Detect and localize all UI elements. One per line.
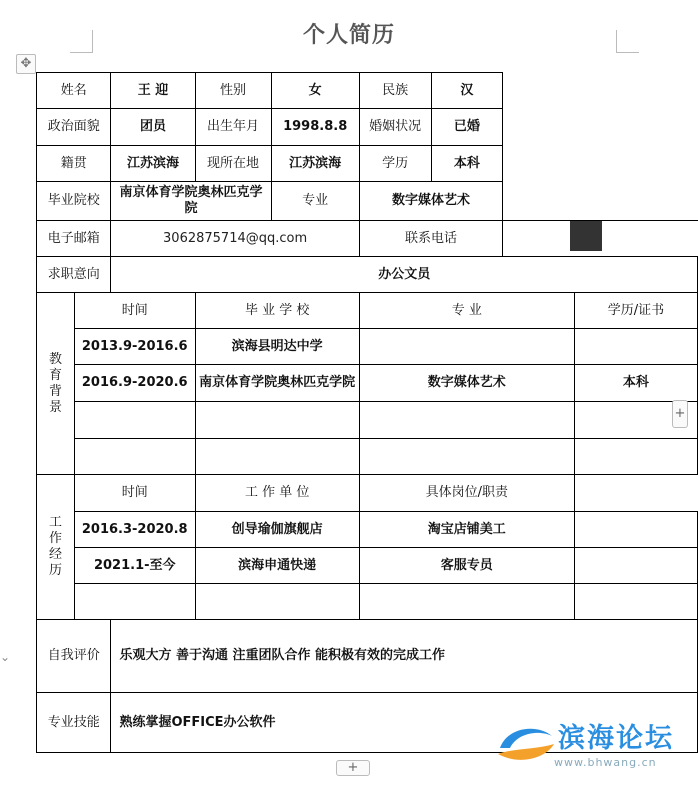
education-header-row	[37, 293, 698, 329]
work-cell[interactable]: 滨海申通快递	[195, 548, 359, 584]
edu-cell[interactable]	[359, 402, 574, 439]
table-row	[37, 365, 698, 402]
education-section-label	[37, 293, 75, 475]
name-label: 姓名	[37, 73, 111, 109]
self-eval-label: 自我评价	[37, 620, 111, 693]
major-value[interactable]: 数字媒体艺术	[359, 182, 503, 221]
degree-value[interactable]: 本科	[431, 146, 503, 182]
name-value[interactable]: 王 迎	[111, 73, 195, 109]
edu-header-school: 毕 业 学 校	[195, 293, 359, 329]
birth-label: 出生年月	[195, 109, 271, 146]
table-row	[37, 548, 698, 584]
watermark-logo-icon	[496, 718, 558, 768]
gender-value[interactable]: 女	[271, 73, 359, 109]
political-value[interactable]: 团员	[111, 109, 195, 146]
edu-cell[interactable]	[195, 439, 359, 475]
margin-corner-top-left	[70, 30, 93, 53]
work-header-row	[37, 475, 698, 512]
school-label: 毕业院校	[37, 182, 111, 221]
edu-cell[interactable]: 南京体育学院奥林匹克学院	[195, 365, 359, 402]
watermark-text: 滨海论坛	[558, 723, 674, 754]
work-cell[interactable]: 2021.1-至今	[74, 548, 195, 584]
photo-area	[503, 73, 698, 221]
edu-header-time: 时间	[74, 293, 195, 329]
residence-value[interactable]: 江苏滨海	[271, 146, 359, 182]
edu-header-degree: 学历/证书	[574, 293, 697, 329]
edu-cell[interactable]	[195, 402, 359, 439]
marital-label: 婚姻状况	[359, 109, 431, 146]
add-row-button[interactable]: +	[336, 760, 370, 776]
watermark	[496, 716, 686, 778]
edu-cell[interactable]	[74, 402, 195, 439]
self-eval-value[interactable]: 乐观大方 善于沟通 注重团队合作 能积极有效的完成工作	[111, 620, 698, 693]
edu-header-major: 专 业	[359, 293, 574, 329]
residence-label: 现所在地	[195, 146, 271, 182]
email-value[interactable]: 3062875714@qq.com	[111, 221, 359, 257]
native-label: 籍贯	[37, 146, 111, 182]
work-cell[interactable]: 创导瑜伽旗舰店	[195, 512, 359, 548]
work-cell[interactable]: 2016.3-2020.8	[74, 512, 195, 548]
skills-label: 专业技能	[37, 693, 111, 753]
watermark-url: www.bhwang.cn	[554, 756, 657, 769]
edu-cell[interactable]	[574, 329, 697, 365]
edu-cell[interactable]: 2016.9-2020.6	[74, 365, 195, 402]
edu-cell[interactable]: 滨海县明达中学	[195, 329, 359, 365]
political-label: 政治面貌	[37, 109, 111, 146]
margin-corner-top-right	[616, 30, 639, 53]
edu-cell[interactable]: 本科	[574, 365, 697, 402]
table-row	[37, 439, 698, 475]
table-row	[37, 73, 698, 109]
work-section-label	[37, 475, 75, 620]
document-title: 个人简历	[302, 23, 395, 48]
school-value[interactable]: 南京体育学院奥林匹克学院	[111, 182, 271, 221]
work-cell[interactable]: 淘宝店铺美工	[359, 512, 574, 548]
work-header-company: 工 作 单 位	[195, 475, 359, 512]
education-label-text: 教育背景	[48, 351, 62, 415]
birth-value[interactable]: 1998.8.8	[271, 109, 359, 146]
table-move-handle-icon[interactable]: ✥	[16, 54, 36, 74]
work-label-text: 工作经历	[48, 515, 62, 578]
work-header-blank	[574, 475, 697, 512]
email-label: 电子邮箱	[37, 221, 111, 257]
work-cell[interactable]	[195, 584, 359, 620]
photo-placeholder	[570, 221, 602, 251]
objective-label: 求职意向	[37, 257, 111, 293]
ethnicity-label: 民族	[359, 73, 431, 109]
collapse-chevron-icon[interactable]: ⌄	[0, 650, 11, 664]
edu-cell[interactable]	[359, 329, 574, 365]
phone-label: 联系电话	[359, 221, 503, 257]
major-label: 专业	[271, 182, 359, 221]
work-cell[interactable]: 客服专员	[359, 548, 574, 584]
edu-cell[interactable]	[574, 439, 697, 475]
native-value[interactable]: 江苏滨海	[111, 146, 195, 182]
edu-cell[interactable]	[74, 439, 195, 475]
edu-cell[interactable]: 数字媒体艺术	[359, 365, 574, 402]
gender-label: 性别	[195, 73, 271, 109]
edu-cell[interactable]	[359, 439, 574, 475]
work-header-time: 时间	[74, 475, 195, 512]
table-row	[37, 257, 698, 293]
resume-table	[36, 72, 698, 753]
table-row	[37, 402, 698, 439]
work-cell[interactable]	[574, 512, 697, 548]
table-row	[37, 512, 698, 548]
degree-label: 学历	[359, 146, 431, 182]
work-cell[interactable]	[574, 548, 697, 584]
work-cell[interactable]	[359, 584, 574, 620]
work-cell[interactable]	[74, 584, 195, 620]
marital-value[interactable]: 已婚	[431, 109, 503, 146]
table-row	[37, 329, 698, 365]
add-column-button[interactable]: +	[672, 400, 688, 428]
objective-value[interactable]: 办公文员	[111, 257, 698, 293]
skills-value[interactable]: 熟练掌握OFFICE办公软件	[111, 693, 698, 753]
work-header-position: 具体岗位/职责	[359, 475, 574, 512]
edu-cell[interactable]: 2013.9-2016.6	[74, 329, 195, 365]
table-row	[37, 584, 698, 620]
work-cell[interactable]	[574, 584, 697, 620]
ethnicity-value[interactable]: 汉	[431, 73, 503, 109]
self-eval-row	[37, 620, 698, 693]
